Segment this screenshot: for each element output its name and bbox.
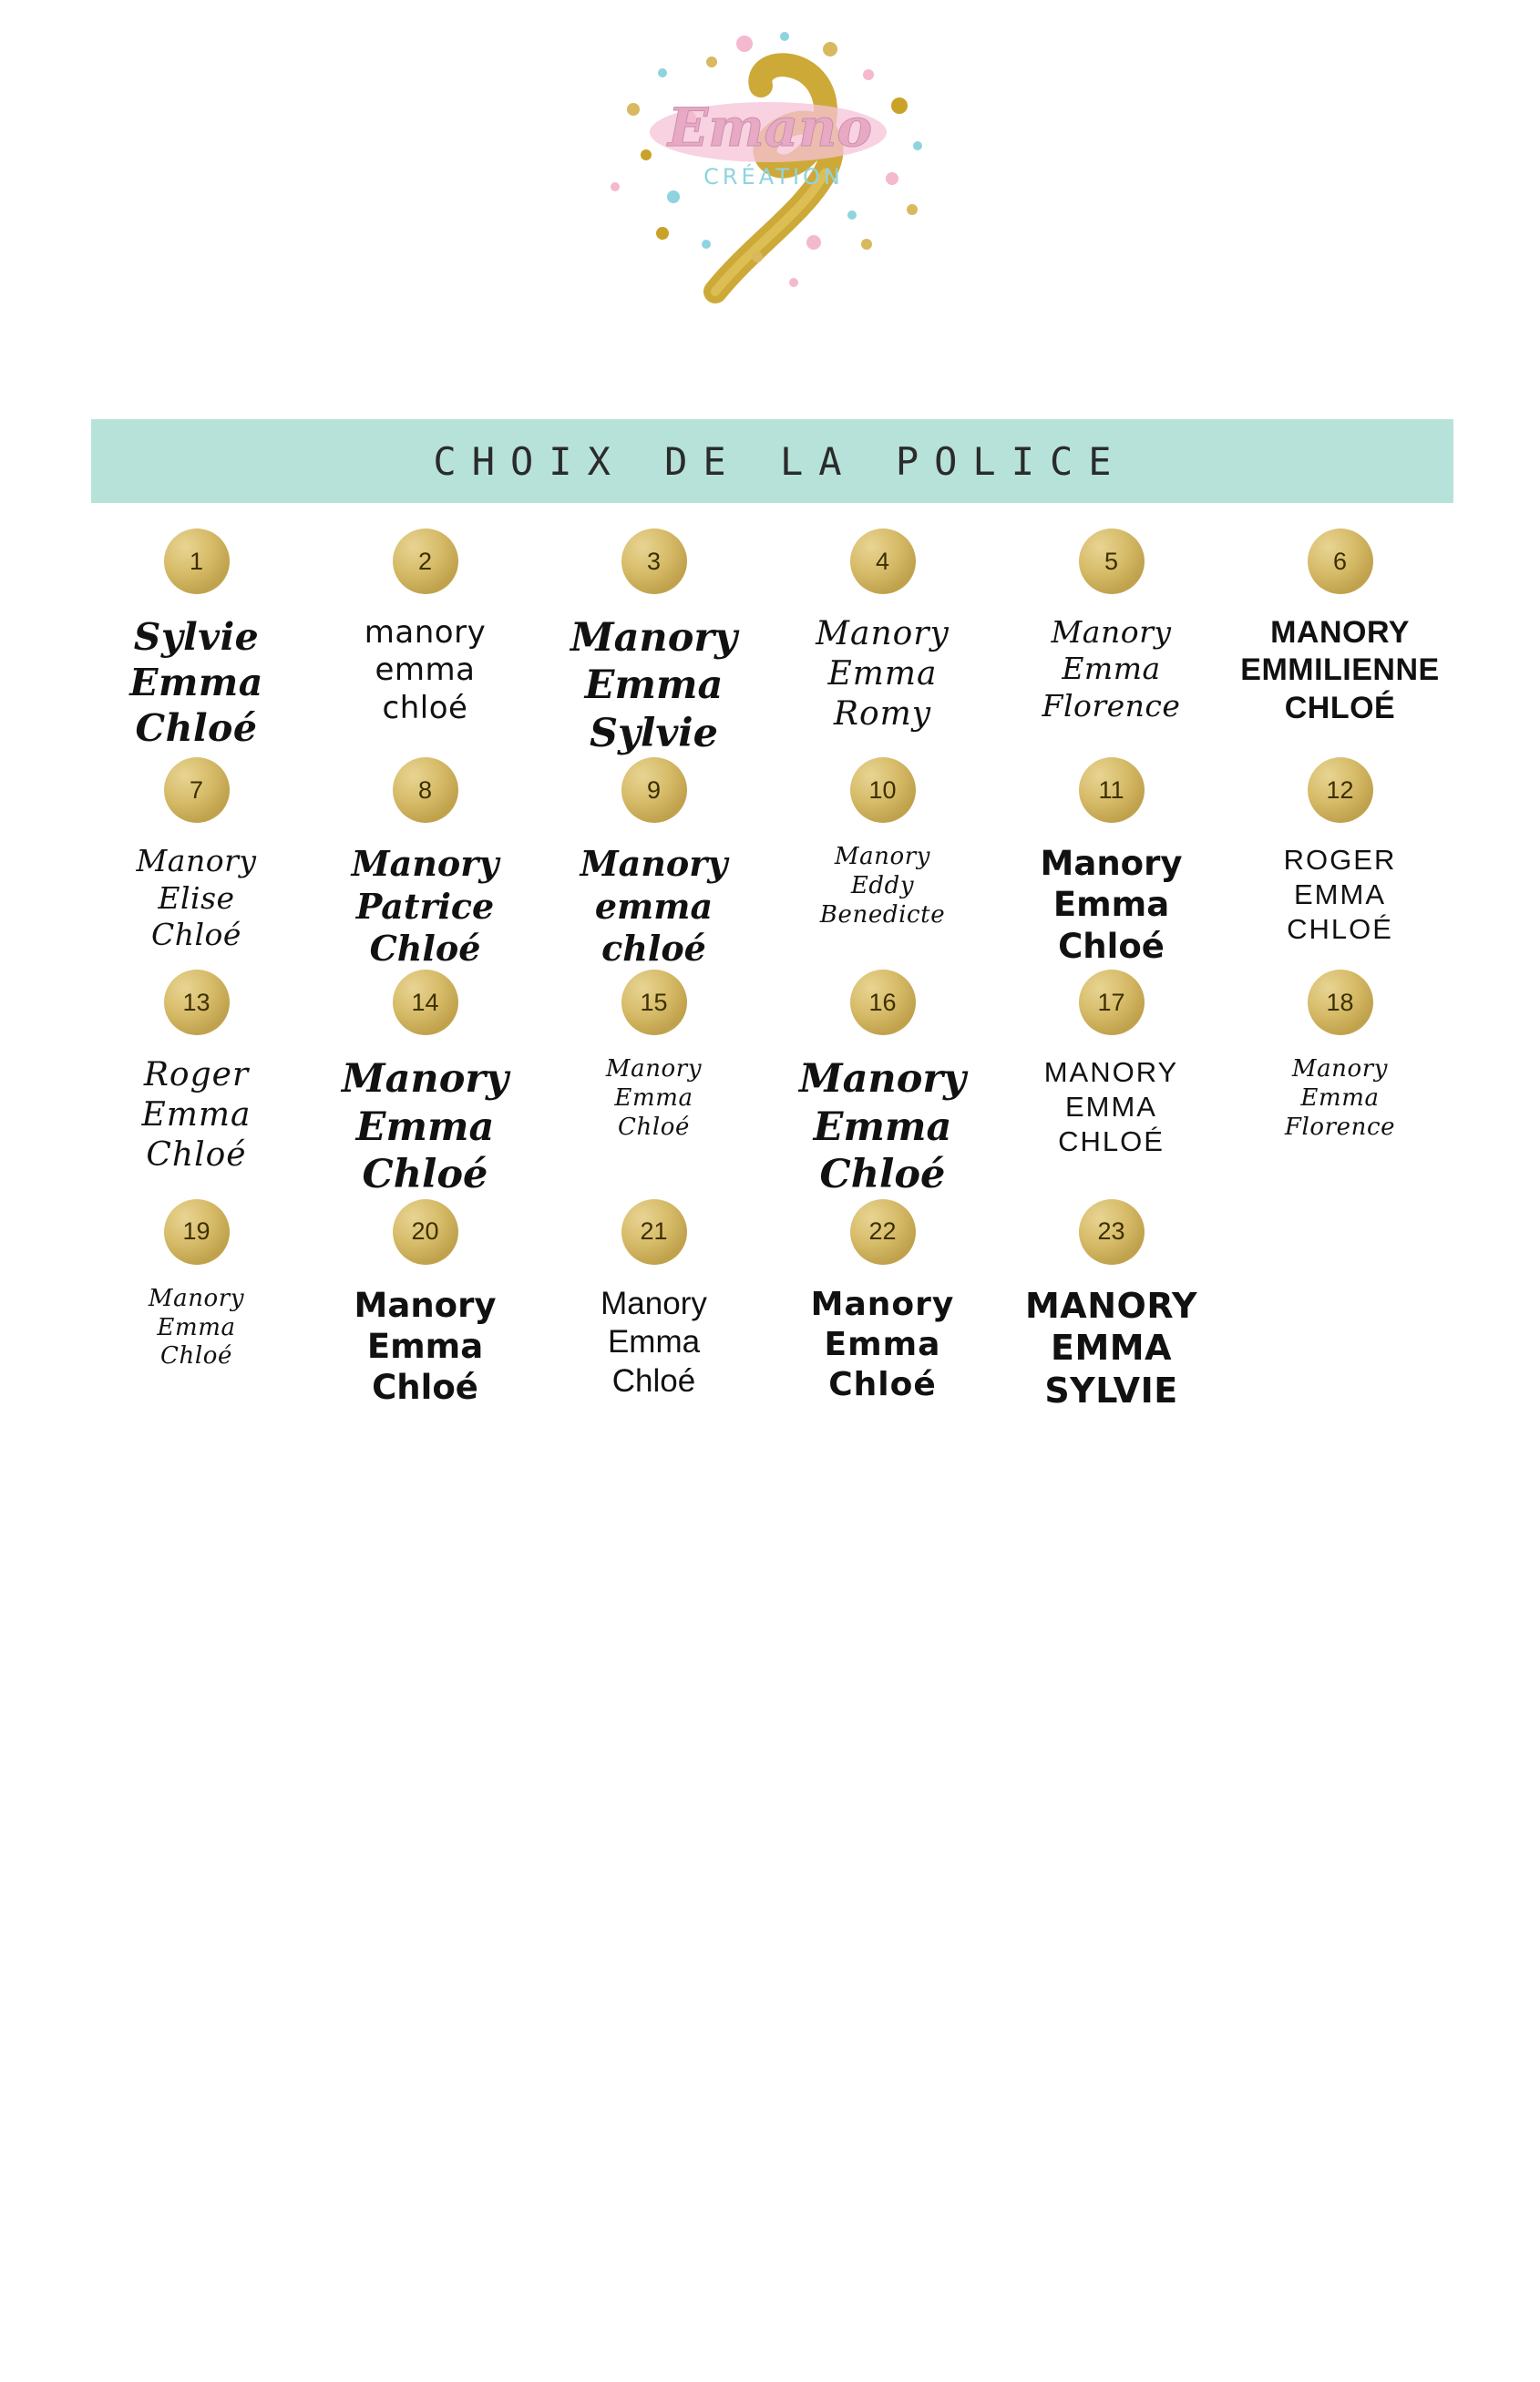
font-option-number-badge: 4	[850, 529, 916, 594]
font-sample-line: Chloé	[1058, 926, 1165, 966]
font-option-23[interactable]	[997, 1199, 1226, 1412]
font-sample-line: Manory	[601, 1285, 707, 1321]
font-sample-text	[1280, 843, 1401, 946]
font-sample-line: Manory	[816, 615, 950, 652]
font-option-number-badge: 3	[621, 529, 687, 594]
font-sample-text	[1022, 1285, 1201, 1412]
font-option-number-badge: 14	[393, 970, 458, 1035]
font-sample-line: chloé	[382, 689, 468, 726]
font-sample-line: MANORY	[1270, 615, 1410, 650]
font-sample-line: Emma	[1300, 1084, 1380, 1113]
font-sample-line: Manory	[341, 1056, 509, 1103]
font-option-number-badge: 13	[164, 970, 230, 1035]
font-sample-line: MANORY	[1024, 1285, 1198, 1326]
font-sample-line: chloé	[601, 928, 706, 970]
font-option-1[interactable]	[82, 529, 311, 757]
font-sample-text	[602, 1055, 705, 1142]
font-option-number-badge: 15	[621, 970, 687, 1035]
font-sample-line: Emma	[355, 1104, 495, 1150]
font-option-17[interactable]	[997, 970, 1226, 1198]
font-sample-line: Manory	[1291, 1055, 1389, 1083]
font-sample-text	[816, 843, 949, 929]
font-sample-line: Florence	[1284, 1113, 1396, 1141]
font-sample-line: Emma	[366, 1326, 484, 1366]
font-sample-text	[1281, 1055, 1399, 1142]
font-option-8[interactable]	[311, 757, 539, 970]
font-options-grid	[82, 529, 1458, 1412]
font-option-7[interactable]	[82, 757, 311, 970]
font-option-16[interactable]	[768, 970, 997, 1198]
font-sample-text	[1037, 843, 1186, 966]
font-sample-line: Emma	[584, 662, 724, 709]
font-sample-line: Chloé	[819, 1152, 946, 1198]
page-title: CHOIX DE LA POLICE	[433, 438, 1127, 484]
font-sample-line: Emma	[141, 1096, 252, 1135]
font-sample-line: Chloé	[135, 706, 258, 751]
font-option-10[interactable]	[768, 757, 997, 970]
font-sample-line: Chloé	[372, 1368, 478, 1408]
font-option-22[interactable]	[768, 1199, 997, 1412]
font-option-11[interactable]	[997, 757, 1226, 970]
font-option-15[interactable]	[539, 970, 768, 1198]
font-sample-line: Chloé	[618, 1113, 690, 1141]
font-option-5[interactable]	[997, 529, 1226, 757]
brand-logo	[579, 18, 961, 346]
font-sample-line: Eddy	[850, 872, 915, 900]
font-sample-line: EMMA	[1051, 1328, 1172, 1369]
font-option-number-badge: 22	[850, 1199, 916, 1265]
font-sample-line: Sylvie	[133, 615, 260, 659]
font-sample-line: EMMA	[1294, 878, 1386, 911]
font-sample-text	[567, 614, 741, 757]
font-sample-line: EMMA	[1064, 1091, 1157, 1124]
font-sample-line: Manory	[148, 1284, 245, 1312]
font-sample-line: CHLOÉ	[1287, 912, 1393, 945]
font-sample-line: Manory	[351, 843, 499, 885]
font-option-14[interactable]	[311, 970, 539, 1198]
font-sample-line: SYLVIE	[1044, 1370, 1178, 1411]
logo-area	[0, 0, 1540, 364]
font-sample-text	[361, 614, 489, 727]
font-sample-text	[812, 614, 953, 734]
page-title-bar	[91, 419, 1453, 503]
font-sample-line: Chloé	[828, 1365, 937, 1403]
font-sample-line: CHLOÉ	[1284, 690, 1396, 725]
font-option-20[interactable]	[311, 1199, 539, 1412]
font-option-number-badge: 1	[164, 529, 230, 594]
font-sample-text	[126, 614, 267, 751]
font-sample-line: Chloé	[369, 928, 481, 970]
font-option-number-badge: 19	[164, 1199, 230, 1265]
font-option-number-badge: 9	[621, 757, 687, 823]
font-option-number-badge: 21	[621, 1199, 687, 1265]
font-sample-line: Emma	[824, 1325, 941, 1363]
font-sample-text	[338, 1055, 512, 1198]
font-option-18[interactable]	[1226, 970, 1454, 1198]
font-sample-line: Manory	[354, 1285, 497, 1325]
font-sample-line: Emma	[1062, 651, 1161, 687]
font-sample-text	[348, 843, 503, 970]
font-sample-line: Manory	[834, 843, 931, 871]
font-sample-line: Emma	[813, 1104, 952, 1150]
font-option-13[interactable]	[82, 970, 311, 1198]
font-option-12[interactable]	[1226, 757, 1454, 970]
font-sample-text	[597, 1285, 711, 1401]
font-sample-line: Benedicte	[819, 900, 946, 929]
font-option-21[interactable]	[539, 1199, 768, 1412]
logo-brand-text: Emano	[667, 97, 873, 159]
font-sample-line: EMMILIENNE	[1240, 652, 1440, 688]
font-sample-text	[132, 843, 260, 953]
logo-graphic-icon	[579, 18, 961, 346]
font-option-number-badge: 10	[850, 757, 916, 823]
font-sample-line: Manory	[605, 1055, 703, 1083]
font-sample-line: Manory	[1040, 844, 1183, 884]
font-sample-line: ROGER	[1283, 844, 1397, 877]
font-sample-line: MANORY	[1043, 1056, 1179, 1089]
font-option-number-badge: 20	[393, 1199, 458, 1265]
font-sample-line: Emma	[157, 1313, 236, 1341]
font-option-6[interactable]	[1226, 529, 1454, 757]
font-sample-line: Sylvie	[589, 710, 719, 756]
font-option-4[interactable]	[768, 529, 997, 757]
font-option-2[interactable]	[311, 529, 539, 757]
font-sample-line: Emma	[129, 661, 263, 705]
font-sample-line: Florence	[1042, 687, 1181, 724]
font-option-9[interactable]	[539, 757, 768, 970]
font-sample-line: Patrice	[355, 885, 495, 927]
font-sample-text	[351, 1285, 500, 1408]
font-sample-line: Manory	[136, 843, 257, 879]
font-sample-line: Emma	[607, 1324, 701, 1360]
font-sample-line: Chloé	[146, 1136, 247, 1175]
font-option-number-badge: 23	[1079, 1199, 1145, 1265]
font-sample-text	[577, 843, 732, 970]
font-sample-line: Emma	[827, 654, 938, 693]
font-option-number-badge: 8	[393, 757, 458, 823]
font-sample-line: emma	[375, 652, 476, 689]
font-option-number-badge: 11	[1079, 757, 1145, 823]
font-option-number-badge: 16	[850, 970, 916, 1035]
font-sample-line: Manory	[810, 1285, 955, 1323]
font-sample-line: Manory	[798, 1056, 967, 1103]
font-sample-line: emma	[594, 885, 714, 927]
font-option-number-badge: 2	[393, 529, 458, 594]
font-option-3[interactable]	[539, 529, 768, 757]
font-sample-line: Chloé	[160, 1342, 232, 1371]
font-sample-line: Emma	[1052, 885, 1170, 925]
font-option-number-badge: 17	[1079, 970, 1145, 1035]
font-option-number-badge: 12	[1308, 757, 1373, 823]
font-sample-line: Roger	[143, 1056, 250, 1094]
font-sample-text	[138, 1055, 254, 1176]
font-sample-line: CHLOÉ	[1058, 1125, 1165, 1158]
font-sample-line: manory	[364, 614, 487, 651]
font-sample-line: Romy	[833, 694, 932, 733]
font-sample-line: Manory	[580, 843, 728, 885]
font-sample-line: Chloé	[611, 1363, 696, 1400]
font-sample-line: Emma	[614, 1084, 693, 1113]
font-sample-line: Manory	[1051, 614, 1172, 650]
font-option-number-badge: 5	[1079, 529, 1145, 594]
font-option-number-badge: 7	[164, 757, 230, 823]
font-sample-text	[145, 1285, 248, 1371]
font-sample-text	[796, 1055, 970, 1198]
logo-brand-subtitle: CRÉATION	[703, 164, 844, 190]
font-sample-text	[1039, 614, 1185, 724]
font-sample-text	[807, 1285, 959, 1405]
font-sample-line: Chloé	[362, 1152, 488, 1198]
font-sample-text	[1237, 614, 1442, 727]
font-option-number-badge: 18	[1308, 970, 1373, 1035]
font-sample-line: Chloé	[151, 916, 241, 952]
font-option-19[interactable]	[82, 1199, 311, 1412]
font-sample-line: Elise	[158, 879, 235, 916]
font-sample-text	[1041, 1055, 1183, 1158]
font-option-number-badge: 6	[1308, 529, 1373, 594]
font-sample-line: Manory	[570, 615, 738, 661]
